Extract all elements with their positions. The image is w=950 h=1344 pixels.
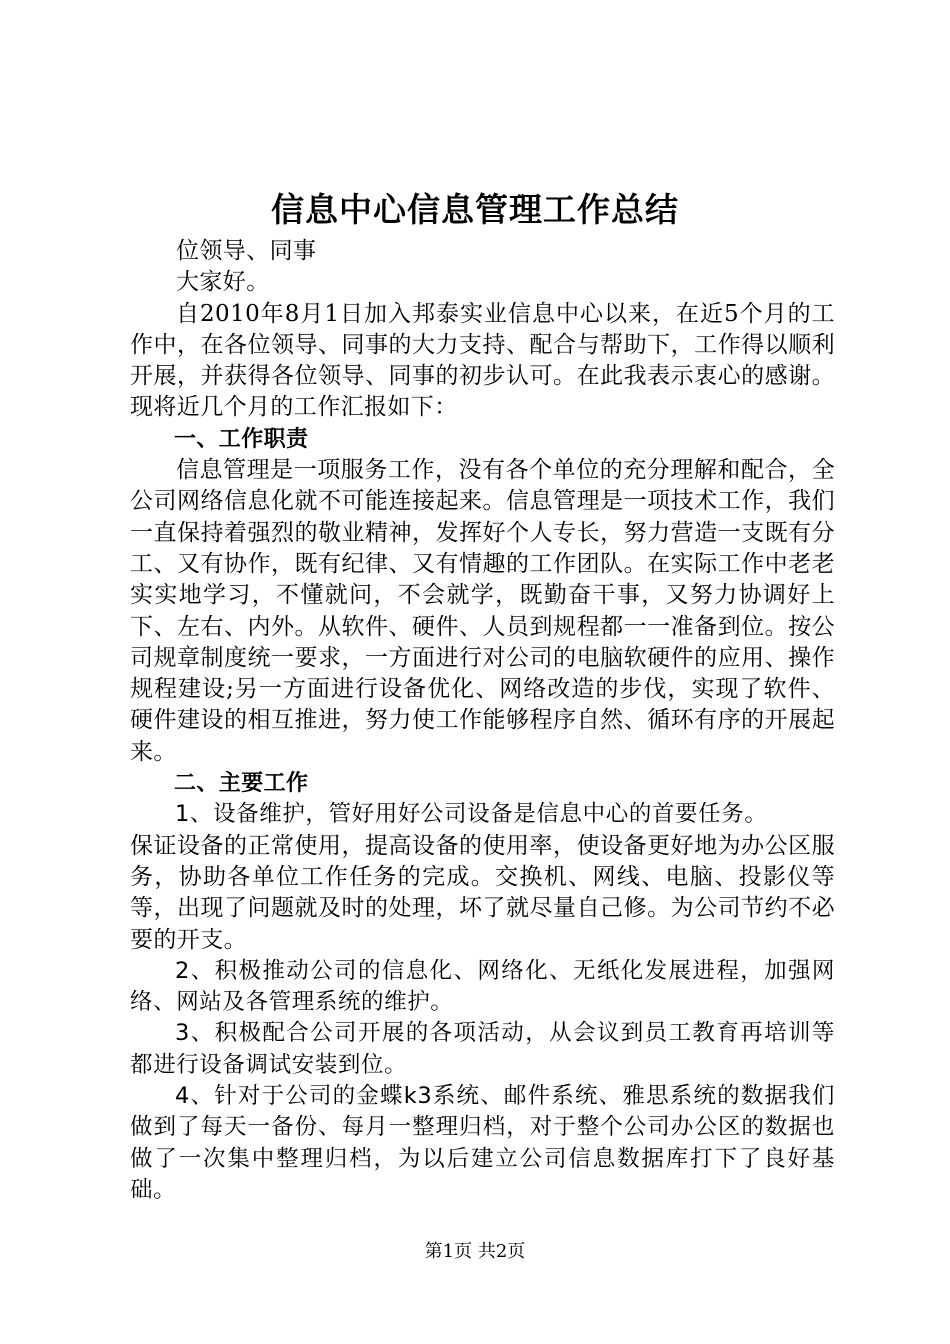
work-item-2: 2、积极推动公司的信息化、网络化、无纸化发展进程，加强网络、网站及各管理系统的维护。 xyxy=(130,957,835,1016)
work-item-3: 3、积极配合公司开展的各项活动，从会议到员工教育再培训等都进行设备调试安装到位。 xyxy=(130,1020,835,1078)
section-heading-main-work: 二、主要工作 xyxy=(174,771,309,797)
work-item-4: 4、针对于公司的金蝶k3系统、邮件系统、雅思系统的数据我们做到了每天一备份、每月一整理归档，对于整个公司办公区的数据也做了一次集中整理归档，为以后建立公司信息数据库打下了良好基础。 xyxy=(130,1083,835,1203)
intro-paragraph: 自2010年8月1日加入邦泰实业信息中心以来，在近5个月的工作中，在各位领导、同事的大力支持、配合与帮助下，工作得以顺利开展，并获得各位领导、同事的初步认可。在此我表示衷心的感谢。现将近几个月的工作汇报如下： xyxy=(130,300,835,421)
document-body xyxy=(130,236,835,1206)
work-item-1: 1、设备维护，管好用好公司设备是信息中心的首要任务。 xyxy=(175,801,768,828)
document-title: 信息中心信息管理工作总结 xyxy=(271,190,679,229)
greeting: 大家好。 xyxy=(176,269,270,296)
duties-paragraph: 信息管理是一项服务工作，没有各个单位的充分理解和配合，全公司网络信息化就不可能连接起来。信息管理是一项技术工作，我们一直保持着强烈的敬业精神，发挥好个人专长，努力营造一支既有分工、又有协作，既有纪律、又有情趣的工作团队。在实际工作中老老实实地学习，不懂就问，不会就学，既勤奋干事，又努力协调好上下、左右、内外。从软件、硬件、人员到规程都一一准备到位。按公司规章制度统一要求，一方面进行对公司的电脑软硬件的应用、操作规程建设;另一方面进行设备优化、网络改造的步伐，实现了软件、硬件建设的相互推进，努力使工作能够程序自然、循环有序的开展起来。 xyxy=(130,457,835,765)
section-heading-duties: 一、工作职责 xyxy=(174,426,309,452)
work-item-1-detail: 保证设备的正常使用，提高设备的使用率，使设备更好地为办公区服务，协助各单位工作任务的完成。交换机、网线、电脑、投影仪等等，出现了问题就及时的处理，坏了就尽量自己修。为公司节约不必要的开支。 xyxy=(130,832,835,953)
salutation: 位领导、同事 xyxy=(176,238,317,264)
page-footer: 第1页 共2页 xyxy=(424,1241,526,1262)
